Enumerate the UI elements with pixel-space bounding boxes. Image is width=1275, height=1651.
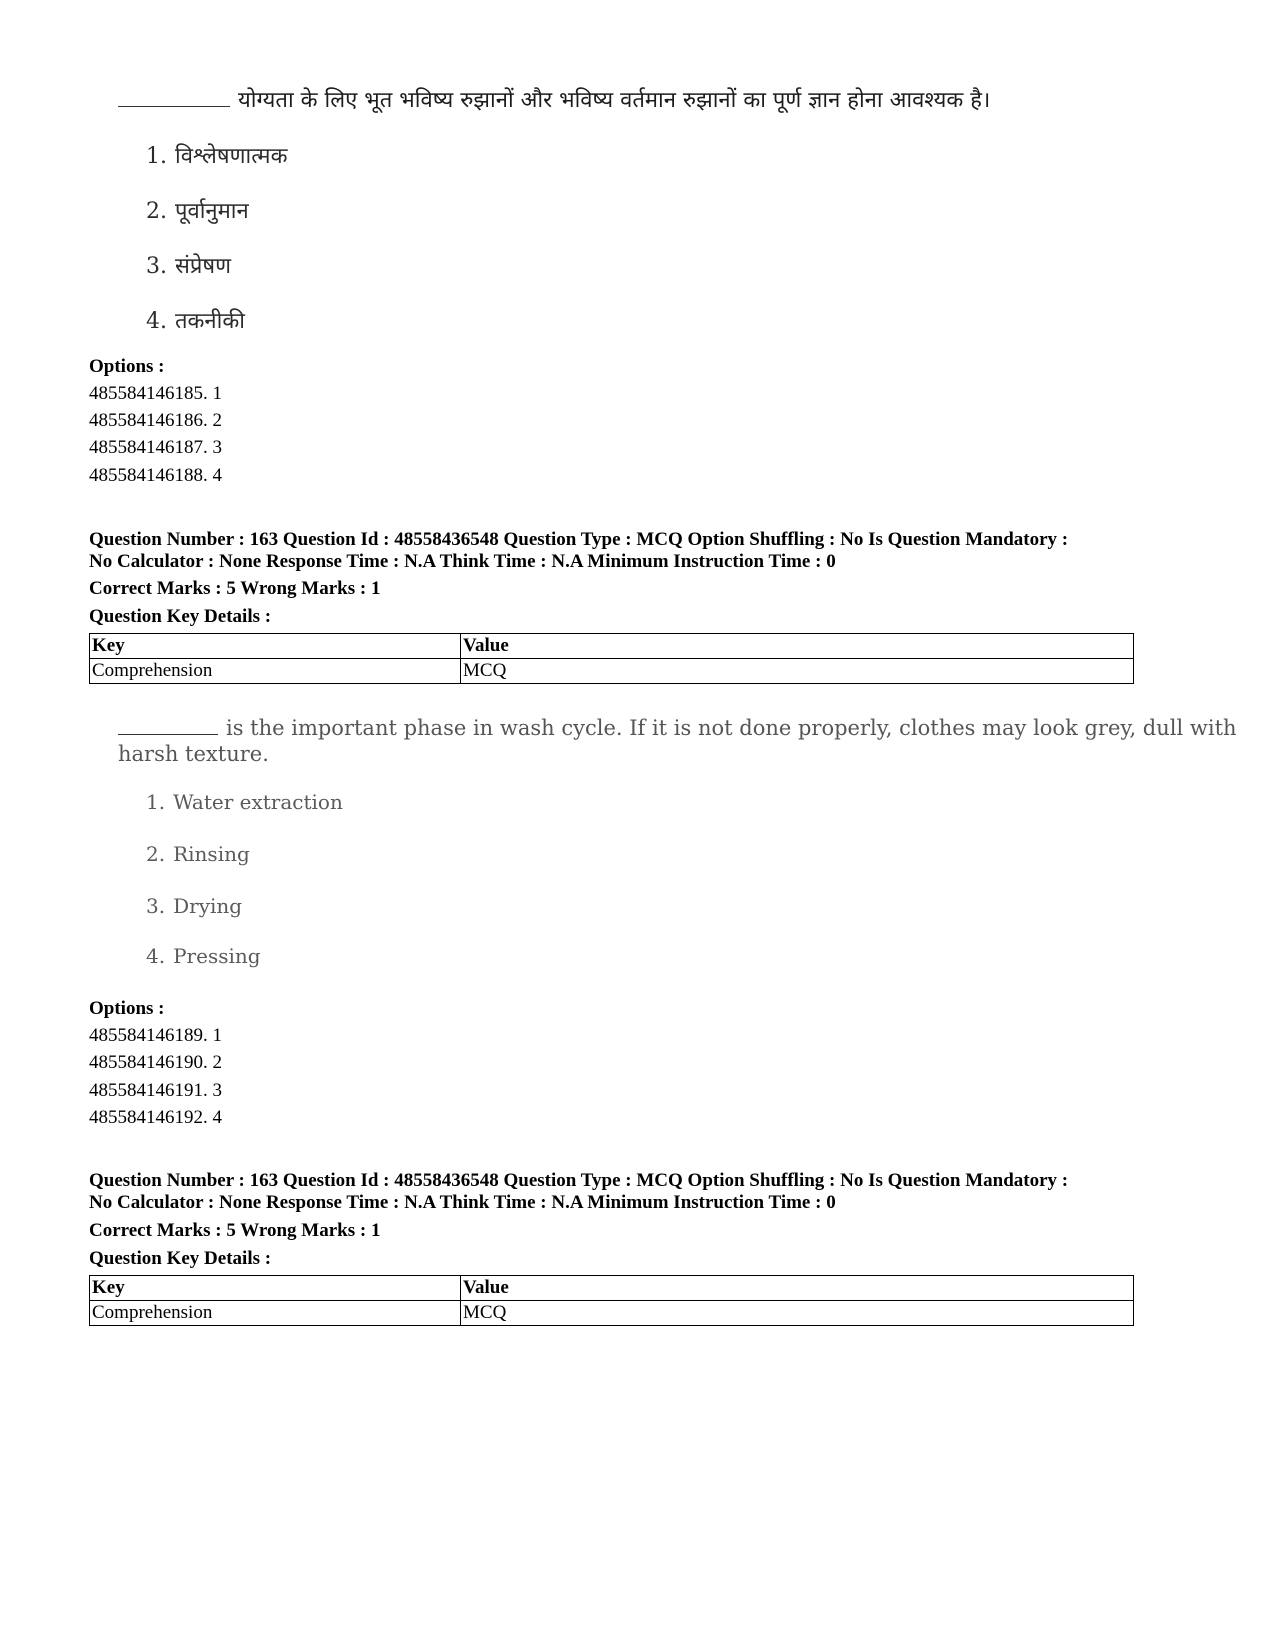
table-header-key: Key [90,1276,461,1301]
table-cell-key: Comprehension [90,1301,461,1326]
option-line: 485584146190. 2 [89,1052,222,1073]
table-header-value: Value [461,1276,1134,1301]
question-image-hindi [118,84,1078,354]
question-stem-continued: harsh texture. [118,742,269,766]
options-label: Options : [89,998,165,1019]
question-meta-line: Question Number : 163 Question Id : 48558436548 Question Type : MCQ Option Shuffling : No Is Question Mandatory : [89,529,1069,550]
image-choice: 4. तकनीकी [146,309,245,334]
fill-blank [118,84,230,107]
table-header-row [90,1276,1134,1301]
key-details-table [89,633,1134,684]
table-row [90,659,1134,684]
table-header-value: Value [461,634,1134,659]
marks-line: Correct Marks : 5 Wrong Marks : 1 [89,1220,381,1241]
image-choice: 1. विश्लेषणात्मक [146,144,288,169]
option-line: 485584146185. 1 [89,383,222,404]
option-line: 485584146191. 3 [89,1080,222,1101]
image-choice: 4. Pressing [146,944,261,968]
question-meta [89,529,1149,573]
option-line: 485584146187. 3 [89,437,222,458]
table-header-key: Key [90,634,461,659]
option-line: 485584146186. 2 [89,410,222,431]
image-choice: 3. Drying [146,894,243,918]
option-line: 485584146188. 4 [89,465,222,486]
fill-blank [118,712,218,735]
question-image-english [118,712,1237,982]
question-meta-line: No Calculator : None Response Time : N.A Think Time : N.A Minimum Instruction Time : 0 [89,551,836,572]
question-meta-line: No Calculator : None Response Time : N.A Think Time : N.A Minimum Instruction Time : 0 [89,1192,836,1213]
marks-line: Correct Marks : 5 Wrong Marks : 1 [89,578,381,599]
table-cell-value: MCQ [461,659,1134,684]
image-choice: 1. Water extraction [146,790,343,814]
table-row [90,1301,1134,1326]
image-choice: 2. पूर्वानुमान [146,199,249,224]
image-choice: 2. Rinsing [146,842,250,866]
question-meta [89,1170,1149,1214]
question-stem [118,84,1078,115]
table-cell-key: Comprehension [90,659,461,684]
image-choice: 3. संप्रेषण [146,254,232,279]
key-details-label: Question Key Details : [89,606,272,627]
table-header-row [90,634,1134,659]
key-details-table [89,1275,1134,1326]
question-meta-line: Question Number : 163 Question Id : 48558436548 Question Type : MCQ Option Shuffling : No Is Question Mandatory : [89,1170,1069,1191]
question-stem [118,712,1237,742]
key-details-label: Question Key Details : [89,1248,272,1269]
option-line: 485584146189. 1 [89,1025,222,1046]
options-label: Options : [89,356,165,377]
table-cell-value: MCQ [461,1301,1134,1326]
option-line: 485584146192. 4 [89,1107,222,1128]
question-stem-text: is the important phase in wash cycle. If it is not done properly, clothes may look grey, dull with [226,716,1237,740]
question-stem-text: योग्यता के लिए भूत भविष्य रुझानों और भविष्य वर्तमान रुझानों का पूर्ण ज्ञान होना आवश्यक है। [238,88,991,113]
